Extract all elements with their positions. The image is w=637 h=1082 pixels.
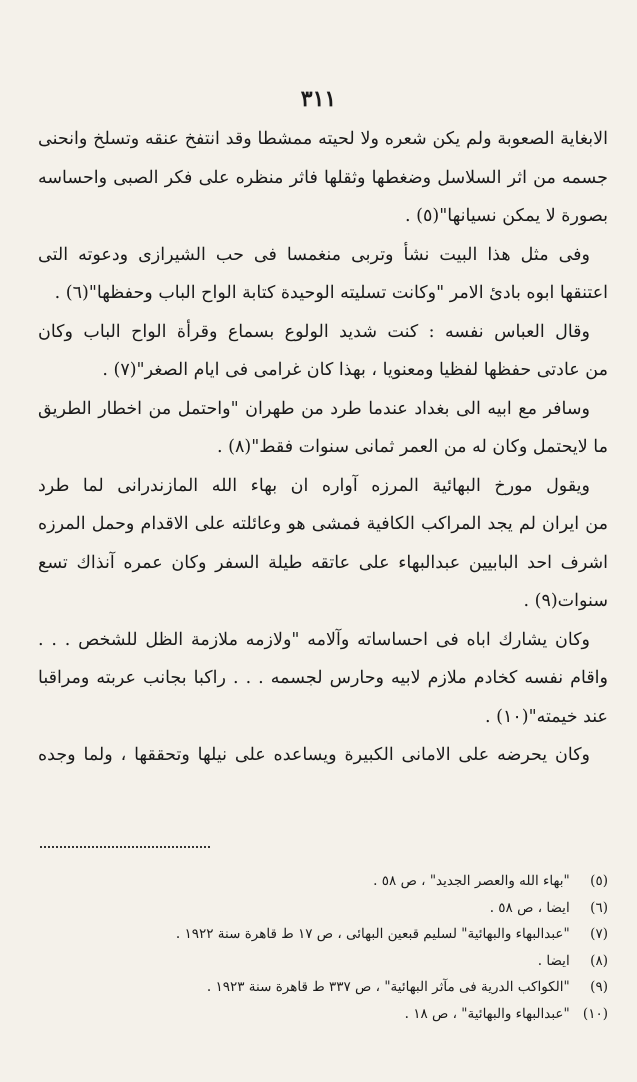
footnote-number: (٧) (590, 926, 608, 942)
footnotes (40, 868, 608, 1027)
text-line: ما لايحتمل وكان له من العمر ثمانى سنوات فقط"(٨) . (217, 437, 608, 457)
footnote-number: (٦) (590, 899, 608, 916)
footnote-number: (٨) (590, 952, 608, 969)
text-line: جسمه من اثر السلاسل وضغطها وثقلها فاثر منظره على فكر الصبى واحساسه (38, 167, 608, 188)
text-line: اشرف احد البابيين عبدالبهاء على عاتقه طيلة السفر وكان عمره آنذاك تسع (38, 552, 608, 573)
text-line: وقال العباس نفسه : كنت شديد الولوع بسماع وقرأة الواح الباب وكان (38, 321, 590, 342)
text-line: بصورة لا يمكن نسيانها"(٥) . (405, 206, 608, 226)
text-line: واقام نفسه كخادم ملازم لابيه وحارس لجسمه . . . راكبا بجانب عربته ومراقبا (38, 668, 608, 688)
footnote-text: "بهاء الله والعصر الجديد" ، ص ٥٨ . (373, 873, 570, 889)
text-line: اعتنقها ابوه بادئ الامر "وكانت تسليته الوحيدة كتابة الواح الباب وحفظها"(٦) . (54, 283, 608, 303)
footnote-item (40, 1001, 608, 1028)
text-line: وفى مثل هذا البيت نشأ وتربى منغمسا فى حب الشيرازى ودعوته التى (38, 244, 590, 265)
text-line: الابغاية الصعوبة ولم يكن شعره ولا لحيته ممشطا وقد انتفخ عنقه وتسلخ وانحنى (38, 129, 608, 149)
footnote-number: (٥) (590, 873, 608, 889)
body-text (38, 120, 608, 775)
footnote-item (40, 895, 608, 922)
text-line: من ايران لم يجد المراكب الكافية فمشى هو وعائلته على الاقدام وحمل المرزه (38, 514, 608, 534)
footnote-item (40, 868, 608, 895)
footnote-number: (١٠) (582, 1005, 608, 1022)
text-line: وسافر مع ابيه الى بغداد عندما طرد من طهران "واحتمل من اخطار الطريق (38, 398, 590, 419)
footnote-text: "الكواكب الدرية فى مآثر البهائية" ، ص ٣٣٧ ط قاهرة سنة ١٩٢٣ . (206, 979, 570, 995)
footnote-text: ايضا ، ص ٥٨ . (489, 899, 570, 916)
footnote-item (40, 948, 608, 975)
footnote-number: (٩) (590, 979, 608, 995)
footnote-text: "عبدالبهاء والبهائية" لسليم قبعين البهائى ، ص ١٧ ط قاهرة سنة ١٩٢٢ . (175, 926, 570, 942)
text-line: ويقول مورخ البهائية المرزه آواره ان بهاء الله المازندرانى لما طرد (38, 475, 590, 496)
footnote-text: "عبدالبهاء والبهائية" ، ص ١٨ . (404, 1005, 570, 1022)
text-line: وكان يشارك اباه فى احساساته وآلامه "ولازمه ملازمة الظل للشخص . . . (38, 629, 590, 650)
text-line: عند خيمته"(١٠) . (485, 706, 608, 727)
footnote-separator (40, 846, 210, 848)
footnote-text: ايضا . (537, 952, 570, 969)
footnote-item (40, 921, 608, 948)
text-line: وكان يحرضه على الامانى الكبيرة ويساعده على نيلها وتحققها ، ولما وجده (38, 745, 590, 765)
footnote-item (40, 974, 608, 1001)
text-line: من عادتى حفظها لفظيا ومعنويا ، بهذا كان غرامى فى ايام الصغر"(٧) . (102, 360, 608, 380)
text-line: سنوات(٩) . (523, 591, 608, 611)
page-number: ٣١١ (300, 86, 337, 112)
